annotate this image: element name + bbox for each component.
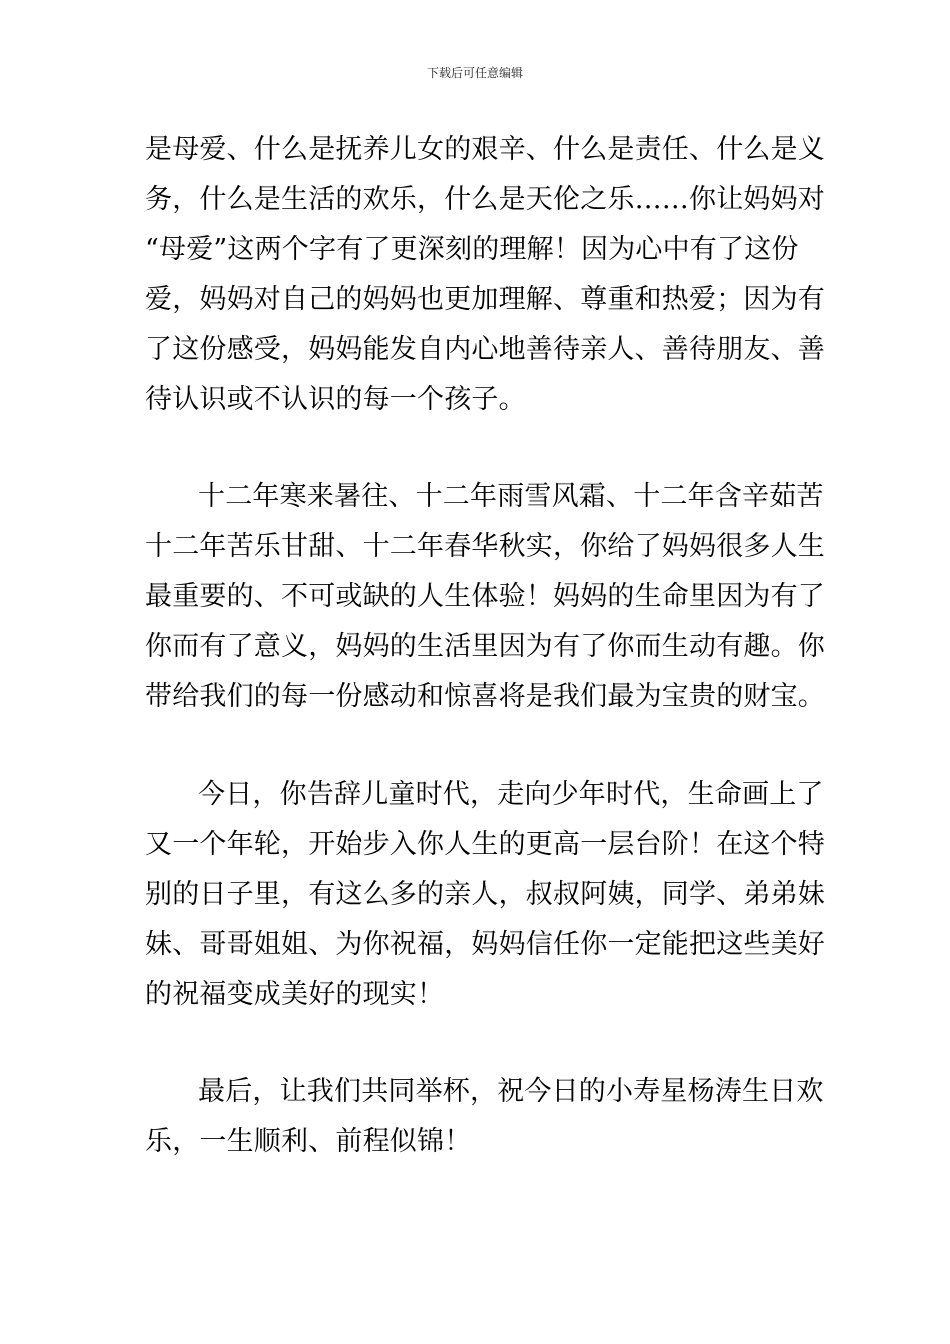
paragraph-3-line-2: 又一个年轮，开始步入你人生的更高一层台阶！在这个特: [145, 829, 825, 860]
paragraph-1-line-5: 了这份感受，妈妈能发自内心地善待亲人、善待朋友、善: [145, 334, 825, 365]
paragraph-2-line-5: 带给我们的每一份感动和惊喜将是我们最为宝贵的财宝。: [145, 681, 825, 712]
paragraph-1-line-6: 待认识或不认识的每一个孩子。: [145, 384, 526, 415]
paragraph-3-line-5: 的祝福变成美好的现实！: [145, 979, 445, 1010]
page-header: 下载后可任意编辑: [426, 66, 523, 80]
paragraph-3-line-4: 妹、哥哥姐姐、为你祝福，妈妈信任你一定能把这些美好: [145, 929, 825, 960]
paragraph-2-line-2: 十二年苦乐甘甜、十二年春华秋实，你给了妈妈很多人生: [145, 531, 825, 562]
paragraph-4-line-1: 最后，让我们共同举杯，祝今日的小寿星杨涛生日欢: [198, 1076, 824, 1107]
paragraph-3-line-3: 别的日子里，有这么多的亲人，叔叔阿姨，同学、弟弟妹: [145, 879, 825, 910]
paragraph-3-line-1: 今日，你告辞儿童时代，走向少年时代，生命画上了: [198, 779, 824, 810]
paragraph-1-line-2: 务，什么是生活的欢乐，什么是天伦之乐……你让妈妈对: [145, 184, 825, 215]
paragraph-1-line-1: 是母爱、什么是抚养儿女的艰辛、什么是责任、什么是义: [145, 134, 825, 165]
paragraph-1-line-4: 爱，妈妈对自己的妈妈也更加理解、尊重和热爱；因为有: [145, 284, 825, 315]
paragraph-2-line-4: 你而有了意义，妈妈的生活里因为有了你而生动有趣。你: [145, 631, 825, 662]
paragraph-4-line-2: 乐，一生顺利、前程似锦！: [145, 1126, 472, 1157]
paragraph-2-line-3: 最重要的、不可或缺的人生体验！妈妈的生命里因为有了: [145, 581, 825, 612]
paragraph-2-line-1: 十二年寒来暑往、十二年雨雪风霜、十二年含辛茹苦: [198, 481, 824, 512]
paragraph-1-line-3: “母爱”这两个字有了更深刻的理解！因为心中有了这份: [145, 234, 799, 265]
